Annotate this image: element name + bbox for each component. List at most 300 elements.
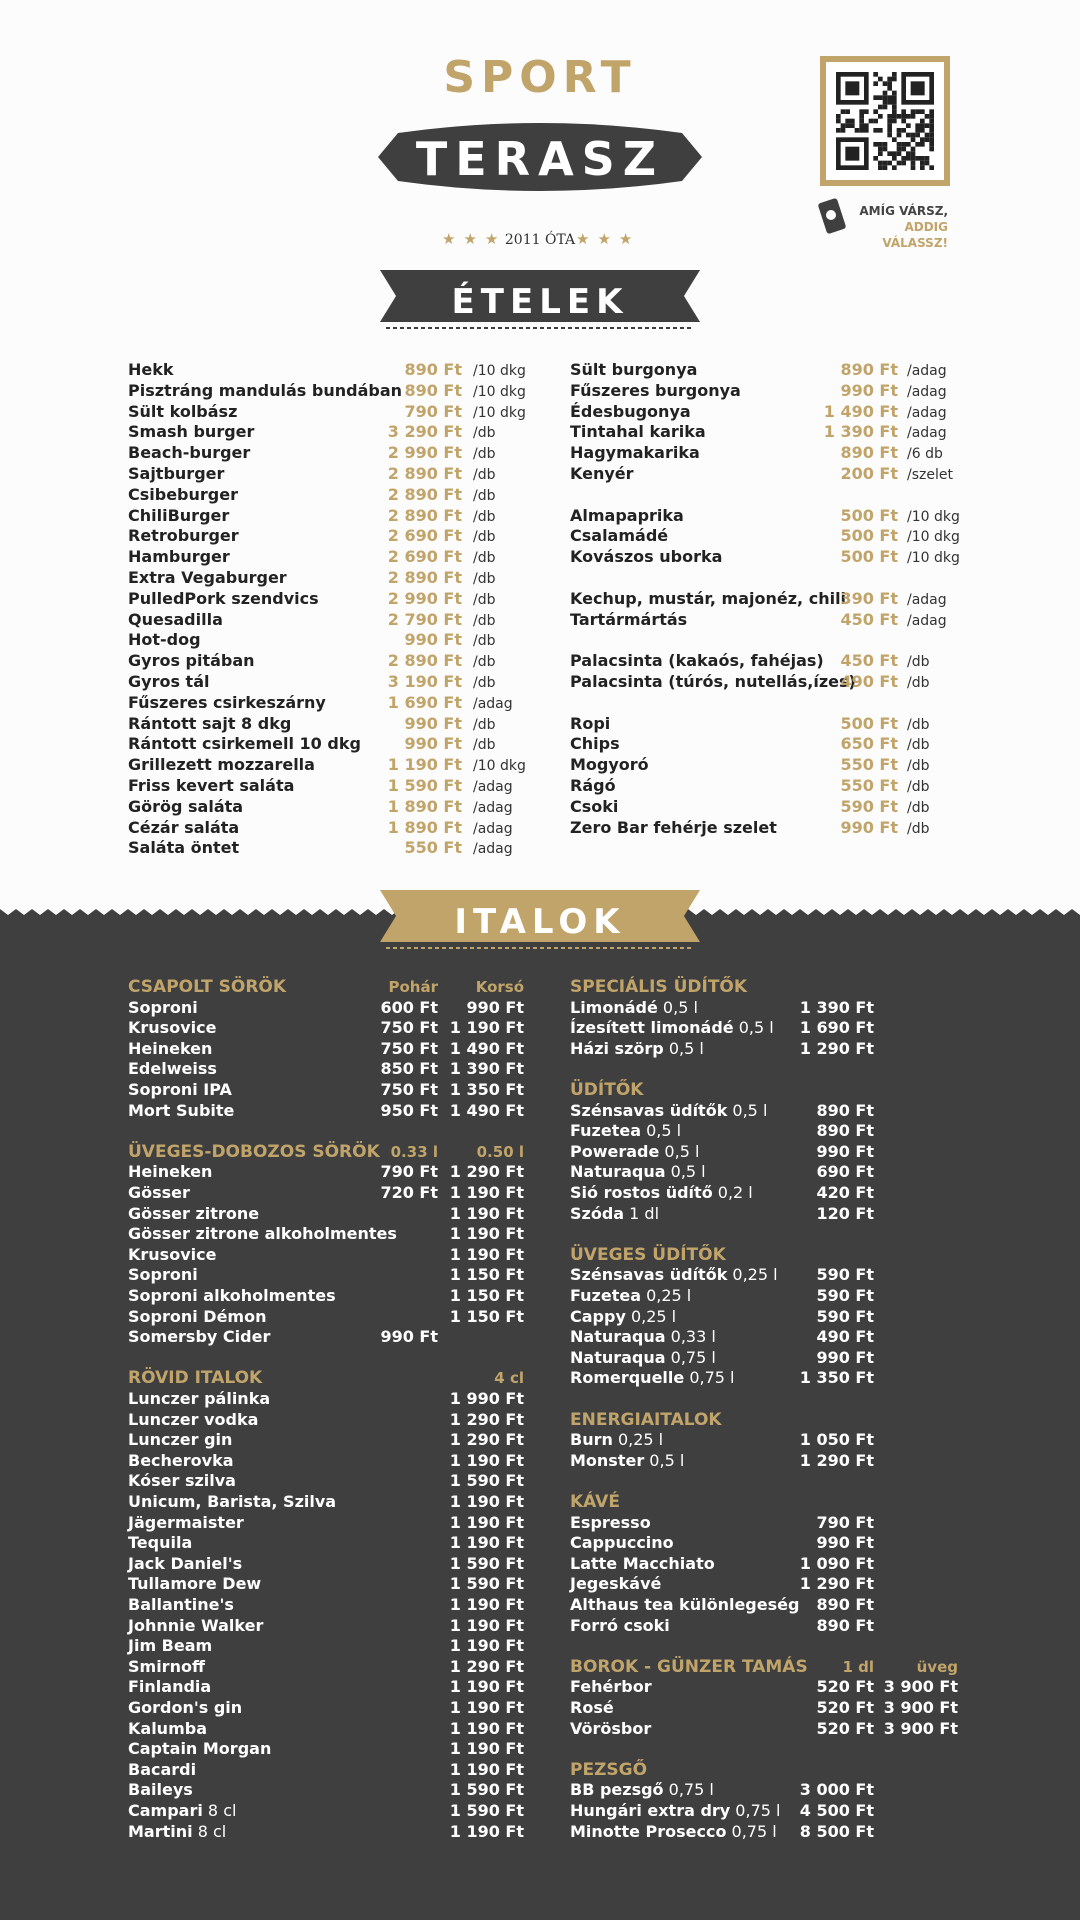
drink-item-name: [570, 1822, 777, 1842]
drink-item-volume: 0,5 l: [733, 1018, 774, 1038]
drink-item-label: Somersby Cider: [128, 1327, 271, 1347]
drink-item-label: Heineken: [128, 1038, 213, 1058]
drink-item-name: [128, 1533, 192, 1553]
drink-item-price: 1 350 Ft: [799, 1368, 874, 1388]
drink-item-label: Tequila: [128, 1533, 193, 1553]
drink-item-volume: 0,2 l: [712, 1183, 753, 1202]
drink-section-header: CSAPOLT SÖRÖK: [128, 977, 287, 997]
food-item-name: Tartármártás: [570, 609, 688, 629]
drink-item-price: 1 590 Ft: [449, 1574, 524, 1594]
drink-item-price: 1 190 Ft: [449, 1450, 524, 1470]
drink-item-label: Heineken: [128, 1162, 213, 1182]
drink-item-volume: 0,25 l: [625, 1306, 677, 1326]
drink-item-label: Baileys: [128, 1780, 193, 1800]
drink-item-price: 790 Ft: [380, 1162, 438, 1182]
drink-item-price: 890 Ft: [816, 1100, 874, 1120]
drink-item-name: [128, 1554, 242, 1574]
drink-item-price: 750 Ft: [380, 1038, 438, 1058]
drink-item-price: 1 190 Ft: [449, 1677, 524, 1697]
drink-item-price: 1 490 Ft: [449, 1038, 524, 1058]
drink-item-label: Kóser szilva: [128, 1471, 236, 1491]
food-item-price: 2 890 Ft: [387, 651, 462, 671]
drink-item-name: [570, 1039, 704, 1059]
food-item-unit: /szelet: [907, 467, 953, 483]
drink-item-name: [128, 1698, 242, 1718]
drink-item-label: Rosé: [570, 1698, 614, 1717]
drink-item-name: [570, 1616, 670, 1636]
food-item-name: Mogyoró: [570, 755, 649, 775]
drink-item-price: 3 000 Ft: [799, 1780, 874, 1800]
drink-item-price: 990 Ft: [816, 1347, 874, 1367]
drink-item-label: Althaus tea különlegeség: [570, 1595, 800, 1614]
drink-item-name: [570, 1719, 651, 1739]
food-item-price: 2 890 Ft: [387, 568, 462, 587]
drink-item-label: Gösser: [128, 1183, 190, 1202]
food-item-price: 550 Ft: [404, 838, 462, 858]
food-item-name: Fűszeres burgonya: [570, 380, 741, 400]
drink-item-name: [128, 1307, 266, 1327]
food-item-name: Csoki: [570, 796, 619, 816]
drink-item-volume: 1 dl: [624, 1203, 660, 1223]
food-item-unit: /db: [473, 612, 496, 629]
drink-item-volume: 0,5 l: [663, 1038, 704, 1058]
drink-section-header: RÖVID ITALOK: [128, 1368, 263, 1389]
food-item-price: 2 990 Ft: [387, 588, 462, 608]
food-item-name: Csalamádé: [570, 526, 669, 546]
drink-item-name: [128, 1657, 205, 1677]
drink-item-name: [570, 1183, 753, 1203]
drink-item-label: Monster: [570, 1450, 645, 1470]
drink-item-label: Krusovice: [128, 1244, 217, 1264]
logo-sport-text: SPORT: [443, 52, 637, 103]
drink-item-volume: 0,25 l: [727, 1265, 778, 1285]
food-item-name: Saláta öntet: [128, 838, 240, 858]
drink-item-price: 1 190 Ft: [449, 1533, 524, 1553]
drink-column-header: Pohár: [388, 978, 438, 996]
drink-item-price: 590 Ft: [816, 1265, 874, 1285]
food-item-unit: /db: [907, 737, 930, 754]
drink-item-price: 1 190 Ft: [449, 1698, 524, 1717]
drink-item-price: 890 Ft: [816, 1595, 874, 1614]
drink-item-label: Edelweiss: [128, 1059, 217, 1079]
drink-item-price: 790 Ft: [816, 1512, 874, 1532]
food-item-name: Palacsinta (túrós, nutellás,ízes): [570, 672, 856, 691]
food-item-price: 1 490 Ft: [823, 401, 898, 421]
food-item-name: Cézár saláta: [128, 817, 240, 837]
drink-item-price: 1 290 Ft: [449, 1409, 524, 1429]
drink-item-label: Szénsavas üdítők: [570, 1100, 728, 1120]
food-item-price: 990 Ft: [404, 713, 462, 733]
drink-item-label: Sió rostos üdítő: [570, 1183, 713, 1202]
drink-section-header: ÜVEGES-DOBOZOS SÖRÖK: [128, 1141, 380, 1162]
food-item-price: 2 890 Ft: [387, 505, 462, 525]
qr-caption-line1: AMÍG VÁRSZ,: [859, 204, 948, 218]
drink-item-price: 890 Ft: [816, 1615, 874, 1635]
drink-item-name: [570, 1451, 684, 1471]
drink-item-price: 1 290 Ft: [799, 1038, 874, 1058]
food-item-name: Rántott csirkemell 10 dkg: [128, 734, 361, 754]
food-item-unit: /db: [473, 654, 496, 671]
food-item-unit: /adag: [473, 779, 513, 795]
food-item-price: 2 990 Ft: [387, 443, 462, 463]
food-item-name: Chips: [570, 734, 620, 754]
food-item-price: 590 Ft: [840, 796, 898, 816]
food-item-name: Sajtburger: [128, 464, 225, 483]
food-item-unit: /db: [473, 716, 496, 733]
drink-item-label: Szóda: [570, 1203, 625, 1223]
drink-item-name: [128, 1430, 232, 1450]
drink-item-label: Burn: [570, 1430, 613, 1450]
drink-item-label: Lunczer vodka: [128, 1409, 259, 1429]
drink-item-label: Fuzetea: [570, 1286, 641, 1305]
drink-item-label: Espresso: [570, 1512, 651, 1532]
drink-item-name: [570, 1327, 716, 1347]
drink-item-price: 990 Ft: [466, 997, 524, 1017]
food-item-unit: /6 db: [907, 446, 943, 463]
drink-item-label: Fehérbor: [570, 1677, 652, 1697]
food-item-name: Almapaprika: [570, 505, 684, 525]
drink-item-label: Bacardi: [128, 1759, 197, 1779]
food-item-unit: /10 dkg: [473, 383, 526, 400]
qr-code[interactable]: [820, 56, 950, 186]
drink-section-header: SPECIÁLIS ÜDÍTŐK: [570, 977, 748, 997]
qr-caption-line2: ADDIG VÁLASSZ!: [882, 220, 948, 250]
drink-item-price: 3 900 Ft: [883, 1698, 958, 1717]
food-item-name: Pisztráng mandulás bundában: [128, 380, 402, 400]
drink-item-label: Soproni IPA: [128, 1080, 232, 1099]
drink-item-label: Lunczer gin: [128, 1430, 233, 1450]
drink-item-price: 520 Ft: [816, 1718, 874, 1738]
drink-item-price: 1 290 Ft: [449, 1430, 524, 1450]
food-item-name: Fűszeres csirkeszárny: [128, 692, 326, 712]
food-item-name: Hekk: [128, 360, 174, 379]
drink-item-name: [128, 998, 198, 1018]
food-item-price: 990 Ft: [404, 734, 462, 754]
drink-item-price: 1 190 Ft: [449, 1492, 524, 1511]
food-item-name: Tintahal karika: [570, 422, 706, 442]
drink-item-volume: 0,25 l: [612, 1430, 664, 1450]
drink-item-volume: 0,25 l: [640, 1286, 692, 1305]
drink-item-volume: 0,5 l: [665, 1162, 706, 1182]
food-item-price: 500 Ft: [840, 547, 898, 567]
food-item-unit: /adag: [907, 363, 947, 379]
logo-since: 2011 ÓTA: [504, 232, 576, 248]
food-item-price: 2 890 Ft: [387, 484, 462, 504]
drink-item-price: 1 150 Ft: [449, 1306, 524, 1326]
drink-item-price: 750 Ft: [380, 1080, 438, 1099]
drink-item-label: Hungári extra dry: [570, 1801, 731, 1820]
drink-item-price: 1 190 Ft: [449, 1018, 524, 1038]
food-item-name: Sült burgonya: [570, 360, 698, 379]
food-item-unit: /db: [473, 529, 496, 546]
qr-caption: [848, 203, 948, 251]
food-item-price: 2 690 Ft: [387, 526, 462, 546]
drink-item-label: Ízesített limonádé: [570, 1018, 734, 1038]
food-item-unit: /10 dkg: [473, 758, 526, 775]
food-item-price: 790 Ft: [404, 401, 462, 421]
food-item-unit: /adag: [907, 612, 947, 629]
food-item-price: 3 290 Ft: [387, 422, 462, 442]
drink-item-name: [128, 1080, 232, 1100]
food-item-price: 1 890 Ft: [387, 796, 462, 816]
drink-item-label: Limonádé: [570, 997, 658, 1017]
drink-item-label: Cappy: [570, 1306, 626, 1326]
phone-icon: [816, 198, 850, 234]
drink-item-label: Cappuccino: [570, 1533, 674, 1553]
food-item-price: 500 Ft: [840, 526, 898, 546]
drink-item-volume: 0,75 l: [684, 1368, 735, 1388]
food-item-price: 890 Ft: [404, 360, 462, 379]
drink-item-price: 1 390 Ft: [449, 1059, 524, 1079]
food-item-name: Rágó: [570, 776, 616, 795]
food-item-name: PulledPork szendvics: [128, 588, 319, 608]
drink-item-volume: 0,75 l: [663, 1780, 714, 1800]
drinks-title: ITALOK: [454, 902, 626, 942]
food-item-unit: /adag: [907, 425, 947, 442]
drink-item-volume: 0,5 l: [644, 1450, 685, 1470]
drink-item-name: [570, 1018, 774, 1038]
drink-item-name: [570, 1677, 652, 1697]
food-item-unit: /10 dkg: [473, 404, 526, 421]
food-title: ÉTELEK: [451, 282, 629, 322]
drink-item-label: Smirnoff: [128, 1656, 205, 1676]
drink-item-name: [570, 1554, 715, 1574]
drink-item-name: [128, 1183, 190, 1203]
drink-item-name: [570, 1307, 676, 1327]
drink-item-name: [128, 1719, 207, 1739]
food-item-name: Smash burger: [128, 422, 255, 442]
drink-item-price: 1 150 Ft: [449, 1265, 524, 1285]
drink-item-price: 1 190 Ft: [449, 1244, 524, 1264]
food-item-name: Kechup, mustár, majonéz, chili: [570, 588, 847, 608]
drink-item-name: [570, 1121, 681, 1141]
drink-item-name: [570, 1801, 780, 1821]
drink-item-volume: 0,5 l: [640, 1121, 682, 1141]
food-item-unit: /db: [473, 550, 496, 567]
food-item-name: Extra Vegaburger: [128, 568, 287, 587]
drink-item-price: 1 290 Ft: [449, 1656, 524, 1676]
drink-item-price: 1 990 Ft: [449, 1389, 524, 1408]
logo-stars-left: ★★★: [442, 230, 507, 248]
food-item-unit: /adag: [473, 820, 513, 837]
drink-item-label: Jegeskávé: [570, 1574, 662, 1594]
drink-item-name: [128, 1513, 244, 1533]
drink-item-price: 3 900 Ft: [883, 1718, 958, 1738]
drink-item-label: Minotte Prosecco: [570, 1821, 727, 1841]
drink-item-price: 1 290 Ft: [799, 1574, 874, 1594]
drink-item-price: 990 Ft: [380, 1327, 438, 1347]
drink-item-label: Captain Morgan: [128, 1739, 272, 1759]
drink-item-name: [128, 1822, 226, 1842]
drink-item-label: Jägermaister: [128, 1512, 244, 1532]
food-item-price: 990 Ft: [404, 630, 462, 650]
drink-item-price: 420 Ft: [816, 1183, 874, 1202]
food-item-price: 550 Ft: [840, 776, 898, 795]
food-item-unit: /db: [907, 820, 930, 837]
drink-item-name: [128, 1739, 271, 1759]
drink-item-label: Soproni: [128, 997, 198, 1017]
logo-terasz-text: TERASZ: [415, 132, 665, 186]
drink-item-label: Campari: [128, 1801, 203, 1820]
drink-section-header: ENERGIAITALOK: [570, 1409, 722, 1430]
drink-item-name: [570, 998, 698, 1018]
drink-section-header: ÜVEGES ÜDÍTŐK: [570, 1244, 726, 1265]
drink-item-price: 850 Ft: [380, 1059, 438, 1079]
drink-item-name: [128, 1204, 259, 1224]
drink-item-label: Gösser zitrone: [128, 1203, 260, 1223]
drink-item-name: [570, 1430, 663, 1450]
drink-item-label: Házi szörp: [570, 1038, 664, 1058]
food-item-price: 450 Ft: [840, 609, 898, 629]
drink-item-label: Gordon's gin: [128, 1698, 243, 1717]
drink-item-label: Lunczer pálinka: [128, 1389, 271, 1408]
food-item-name: Grillezett mozzarella: [128, 755, 315, 775]
food-item-price: 550 Ft: [840, 755, 898, 775]
drink-item-price: 720 Ft: [380, 1183, 438, 1202]
drink-item-price: 600 Ft: [380, 997, 438, 1017]
food-item-price: 890 Ft: [840, 443, 898, 463]
food-item-price: 1 590 Ft: [387, 776, 462, 795]
drink-item-price: 520 Ft: [816, 1677, 874, 1697]
food-item-name: Kenyér: [570, 464, 634, 483]
food-item-price: 200 Ft: [840, 464, 898, 483]
drink-item-name: [128, 1801, 236, 1821]
drink-item-label: Krusovice: [128, 1018, 217, 1038]
drink-item-name: [128, 1677, 211, 1697]
food-item-unit: /db: [473, 591, 496, 608]
drink-item-volume: 0,5 l: [657, 997, 698, 1017]
drink-item-price: 4 500 Ft: [799, 1801, 874, 1820]
drink-item-name: [570, 1780, 714, 1800]
drink-item-label: Naturaqua: [570, 1327, 666, 1347]
drink-item-label: Soproni Démon: [128, 1306, 267, 1326]
drink-item-volume: 0,5 l: [659, 1141, 700, 1161]
drink-item-label: Jim Beam: [128, 1636, 213, 1656]
food-item-name: Gyros pitában: [128, 651, 255, 671]
drink-item-price: 490 Ft: [816, 1327, 874, 1347]
food-item-unit: /adag: [907, 404, 947, 421]
drink-item-price: 1 590 Ft: [449, 1780, 524, 1800]
food-item-unit: /10 dkg: [907, 508, 960, 525]
drink-column-header: üveg: [916, 1657, 958, 1676]
food-item-price: 1 690 Ft: [387, 692, 462, 712]
drink-item-name: [128, 1451, 234, 1471]
drink-item-name: [128, 1616, 263, 1636]
food-item-name: Hot-dog: [128, 630, 201, 650]
food-item-price: 450 Ft: [840, 651, 898, 671]
drink-item-price: 990 Ft: [816, 1533, 874, 1553]
food-item-name: Hagymakarika: [570, 443, 700, 463]
drink-item-price: 1 690 Ft: [799, 1018, 874, 1038]
drink-item-name: [128, 1595, 234, 1615]
drink-item-name: [128, 1265, 198, 1285]
drink-item-name: [570, 1265, 778, 1285]
food-item-unit: /adag: [473, 799, 513, 816]
drink-item-volume: 0,75 l: [726, 1821, 777, 1841]
drink-item-label: Soproni alkoholmentes: [128, 1286, 336, 1305]
drink-item-name: [570, 1574, 661, 1594]
drink-item-price: 1 390 Ft: [799, 997, 874, 1017]
food-item-unit: /adag: [473, 695, 513, 712]
food-item-name: Gyros tál: [128, 672, 210, 691]
drink-item-name: [570, 1533, 674, 1553]
food-item-name: Csibeburger: [128, 484, 238, 504]
drink-item-price: 1 190 Ft: [449, 1512, 524, 1532]
drink-section-header: PEZSGŐ: [570, 1759, 648, 1780]
food-item-unit: /10 dkg: [473, 363, 526, 379]
drink-column-header: Korsó: [475, 978, 524, 996]
drink-item-price: 520 Ft: [816, 1698, 874, 1717]
drink-item-price: 1 190 Ft: [449, 1203, 524, 1223]
drink-item-price: 1 190 Ft: [449, 1224, 524, 1244]
drink-section-header: KÁVÉ: [570, 1492, 620, 1512]
drink-item-label: Soproni: [128, 1265, 198, 1285]
food-item-price: 890 Ft: [840, 360, 898, 379]
food-item-price: 2 690 Ft: [387, 547, 462, 567]
drink-item-price: 890 Ft: [816, 1121, 874, 1141]
drink-item-price: 1 590 Ft: [449, 1801, 524, 1820]
drink-item-price: 1 190 Ft: [449, 1718, 524, 1738]
drink-item-name: [128, 1018, 216, 1038]
drink-item-name: [128, 1410, 258, 1430]
drink-item-name: [128, 1039, 212, 1059]
drink-item-label: Forró csoki: [570, 1615, 670, 1635]
drink-column-header: 1 dl: [842, 1657, 874, 1676]
qr-pattern: [836, 72, 934, 170]
food-item-unit: /db: [473, 571, 496, 587]
drink-item-label: Kalumba: [128, 1718, 207, 1738]
drink-item-price: 1 490 Ft: [449, 1100, 524, 1120]
food-item-price: 500 Ft: [840, 505, 898, 525]
food-item-name: Friss kevert saláta: [128, 776, 295, 795]
drink-item-name: [570, 1142, 699, 1162]
drink-item-price: 1 050 Ft: [799, 1430, 874, 1450]
drink-item-price: 8 500 Ft: [799, 1821, 874, 1841]
food-item-name: Quesadilla: [128, 609, 223, 629]
drink-item-price: 750 Ft: [380, 1018, 438, 1038]
drink-column-header: 4 cl: [494, 1369, 524, 1388]
food-item-price: 1 890 Ft: [387, 817, 462, 837]
drink-item-price: 1 190 Ft: [449, 1821, 524, 1841]
drink-item-price: 950 Ft: [380, 1100, 438, 1120]
food-item-unit: /db: [473, 508, 496, 525]
drink-item-price: 120 Ft: [816, 1203, 874, 1223]
drink-item-name: [128, 1286, 336, 1306]
drink-item-price: 1 090 Ft: [799, 1553, 874, 1573]
drink-item-label: Romerquelle: [570, 1368, 685, 1388]
food-item-price: 990 Ft: [840, 380, 898, 400]
drink-item-name: [128, 1162, 212, 1182]
drink-item-name: [570, 1204, 659, 1224]
drink-item-label: Jack Daniel's: [128, 1553, 243, 1573]
food-item-name: Kovászos uborka: [570, 547, 723, 567]
food-item-price: 650 Ft: [840, 734, 898, 754]
drink-item-label: Powerade: [570, 1141, 660, 1161]
food-item-unit: /db: [473, 737, 496, 754]
food-item-unit: /db: [907, 654, 930, 671]
food-item-name: Sült kolbász: [128, 401, 238, 421]
drink-item-label: Vörösbor: [570, 1718, 652, 1738]
logo: [370, 52, 710, 248]
drink-item-label: Becherovka: [128, 1450, 234, 1470]
drink-item-name: [128, 1636, 212, 1656]
food-item-name: Ropi: [570, 713, 611, 733]
drink-column-header: 0.50 l: [476, 1142, 524, 1161]
food-item-unit: /db: [473, 633, 496, 650]
food-item-name: Palacsinta (kakaós, fahéjas): [570, 651, 824, 671]
drink-item-label: Unicum, Barista, Szilva: [128, 1492, 337, 1511]
drink-item-price: 690 Ft: [816, 1162, 874, 1182]
